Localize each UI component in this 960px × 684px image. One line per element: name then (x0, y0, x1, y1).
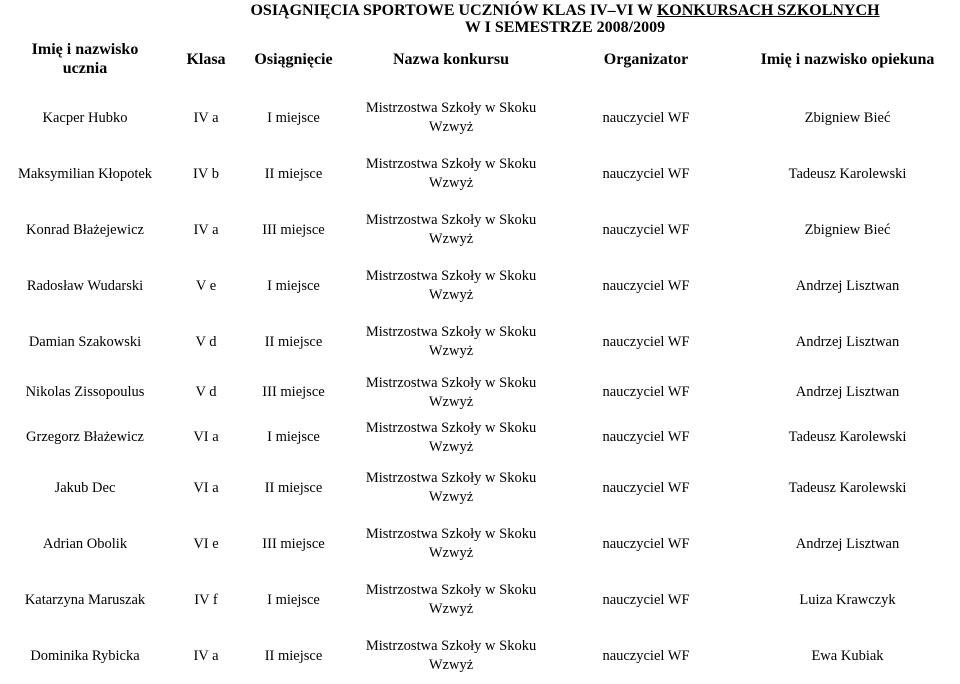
cell-class: IV a (193, 647, 219, 664)
cell-class: IV b (193, 165, 219, 182)
table-row (0, 516, 960, 572)
header-supervisor: Imię i nazwisko opiekuna (760, 51, 935, 68)
header-name-line-1: Imię i nazwisko (31, 41, 139, 58)
cell-contest (345, 90, 557, 146)
contest-line-2: Wzwyż (428, 175, 474, 191)
cell-supervisor: Andrzej Lisztwan (795, 384, 900, 400)
contest-line-1: Mistrzostwa Szkoły w Skoku (365, 374, 537, 391)
contest-line-2: Wzwyż (428, 657, 474, 673)
cell-supervisor: Tadeusz Karolewski (788, 479, 907, 496)
cell-student-name: Grzegorz Błażewicz (26, 429, 144, 445)
cell-student-name: Nikolas Zissopoulus (25, 384, 145, 400)
contest-line-1: Mistrzostwa Szkoły w Skoku (365, 419, 537, 436)
cell-achievement: I miejsce (267, 109, 320, 126)
contest-line-2: Wzwyż (428, 343, 474, 359)
cell-organizer: nauczyciel WF (602, 384, 690, 400)
cell-contest (345, 516, 557, 572)
cell-achievement: III miejsce (262, 535, 325, 552)
contest-line-2: Wzwyż (428, 489, 474, 505)
contest-line-1: Mistrzostwa Szkoły w Skoku (365, 526, 537, 542)
document-title (170, 0, 960, 42)
cell-achievement: II miejsce (264, 333, 323, 350)
contest-line-1: Mistrzostwa Szkoły w Skoku (365, 582, 537, 598)
table-row (0, 90, 960, 146)
table-row (0, 628, 960, 684)
cell-student-name: Konrad Błażejewicz (26, 221, 144, 238)
title-line-1-prefix: OSIĄGNIĘCIA SPORTOWE UCZNIÓW KLAS IV–VI W (250, 2, 657, 19)
cell-student-name: Maksymilian Kłopotek (17, 165, 153, 182)
cell-supervisor: Ewa Kubiak (811, 647, 884, 664)
title-line-2: W I SEMESTRZE 2008/2009 (464, 19, 666, 36)
cell-student-name: Dominika Rybicka (30, 647, 140, 664)
table-row (0, 258, 960, 314)
table-row (0, 370, 960, 415)
cell-student-name: Jakub Dec (54, 479, 116, 496)
contest-line-2: Wzwyż (428, 119, 474, 135)
cell-achievement: I miejsce (267, 277, 320, 294)
cell-achievement: I miejsce (267, 591, 320, 608)
table-row (0, 202, 960, 258)
cell-achievement: II miejsce (264, 479, 323, 496)
contest-line-1: Mistrzostwa Szkoły w Skoku (365, 100, 537, 116)
title-row (0, 0, 960, 42)
contest-line-1: Mistrzostwa Szkoły w Skoku (365, 268, 537, 284)
contest-line-1: Mistrzostwa Szkoły w Skoku (365, 638, 537, 654)
contest-line-1: Mistrzostwa Szkoły w Skoku (365, 470, 537, 486)
cell-supervisor: Andrzej Lisztwan (795, 535, 900, 552)
cell-contest (345, 202, 557, 258)
cell-class: V d (195, 333, 217, 350)
cell-class: VI a (193, 479, 219, 496)
cell-contest (345, 370, 557, 415)
cell-supervisor: Zbigniew Bieć (804, 221, 891, 238)
table-row (0, 146, 960, 202)
cell-student-name: Adrian Obolik (42, 535, 128, 552)
table-body (0, 90, 960, 684)
contest-line-2: Wzwyż (428, 231, 474, 247)
cell-student-name: Radosław Wudarski (26, 277, 144, 294)
cell-achievement: II miejsce (264, 647, 323, 664)
cell-organizer: nauczyciel WF (602, 109, 690, 126)
cell-contest (345, 628, 557, 684)
cell-organizer: nauczyciel WF (602, 429, 690, 445)
contest-line-1: Mistrzostwa Szkoły w Skoku (365, 156, 537, 172)
header-name-label (0, 40, 170, 78)
cell-contest (345, 572, 557, 628)
cell-achievement: III miejsce (262, 384, 325, 400)
header-name-line-2: ucznia (62, 60, 108, 77)
cell-class: V d (195, 384, 217, 400)
cell-organizer: nauczyciel WF (602, 165, 690, 182)
cell-achievement: I miejsce (267, 429, 320, 445)
cell-organizer: nauczyciel WF (602, 591, 690, 608)
cell-supervisor: Andrzej Lisztwan (795, 333, 900, 350)
cell-organizer: nauczyciel WF (602, 535, 690, 552)
header-achievement: Osiągnięcie (254, 51, 333, 68)
cell-class: IV f (194, 591, 218, 608)
cell-student-name: Damian Szakowski (28, 333, 142, 350)
table-row (0, 460, 960, 516)
cell-supervisor: Zbigniew Bieć (804, 109, 891, 126)
contest-line-2: Wzwyż (428, 601, 474, 617)
cell-supervisor: Tadeusz Karolewski (788, 165, 907, 182)
cell-student-name: Katarzyna Maruszak (24, 591, 146, 608)
cell-class: VI a (193, 429, 219, 445)
cell-organizer: nauczyciel WF (602, 647, 690, 664)
title-line-1 (170, 2, 960, 19)
cell-class: VI e (193, 535, 219, 552)
contest-line-1: Mistrzostwa Szkoły w Skoku (365, 212, 537, 228)
contest-line-2: Wzwyż (428, 287, 474, 303)
table-row (0, 314, 960, 370)
cell-class: V e (195, 277, 217, 294)
cell-organizer: nauczyciel WF (602, 479, 690, 496)
cell-contest (345, 314, 557, 370)
header-organizer: Organizator (603, 51, 689, 68)
cell-organizer: nauczyciel WF (602, 277, 690, 294)
cell-contest (345, 146, 557, 202)
header-class: Klasa (186, 51, 226, 68)
cell-supervisor: Luiza Krawczyk (799, 591, 896, 608)
table-row (0, 572, 960, 628)
table-row (0, 415, 960, 460)
contest-line-2: Wzwyż (428, 545, 474, 561)
cell-class: IV a (193, 221, 219, 238)
header-contest: Nazwa konkursu (392, 51, 510, 68)
cell-achievement: II miejsce (264, 165, 323, 182)
cell-class: IV a (193, 109, 219, 126)
cell-supervisor: Tadeusz Karolewski (788, 429, 907, 445)
contest-line-2: Wzwyż (428, 393, 474, 410)
cell-achievement: III miejsce (262, 221, 325, 238)
title-line-1-underlined: KONKURSACH SZKOLNYCH (656, 2, 880, 19)
cell-supervisor: Andrzej Lisztwan (795, 277, 900, 294)
contest-line-2: Wzwyż (428, 438, 474, 455)
cell-contest (345, 258, 557, 314)
cell-organizer: nauczyciel WF (602, 221, 690, 238)
contest-line-1: Mistrzostwa Szkoły w Skoku (365, 324, 537, 340)
cell-organizer: nauczyciel WF (602, 333, 690, 350)
title-spacer (0, 0, 170, 42)
cell-contest (345, 460, 557, 516)
cell-contest (345, 415, 557, 460)
cell-student-name: Kacper Hubko (42, 109, 128, 126)
